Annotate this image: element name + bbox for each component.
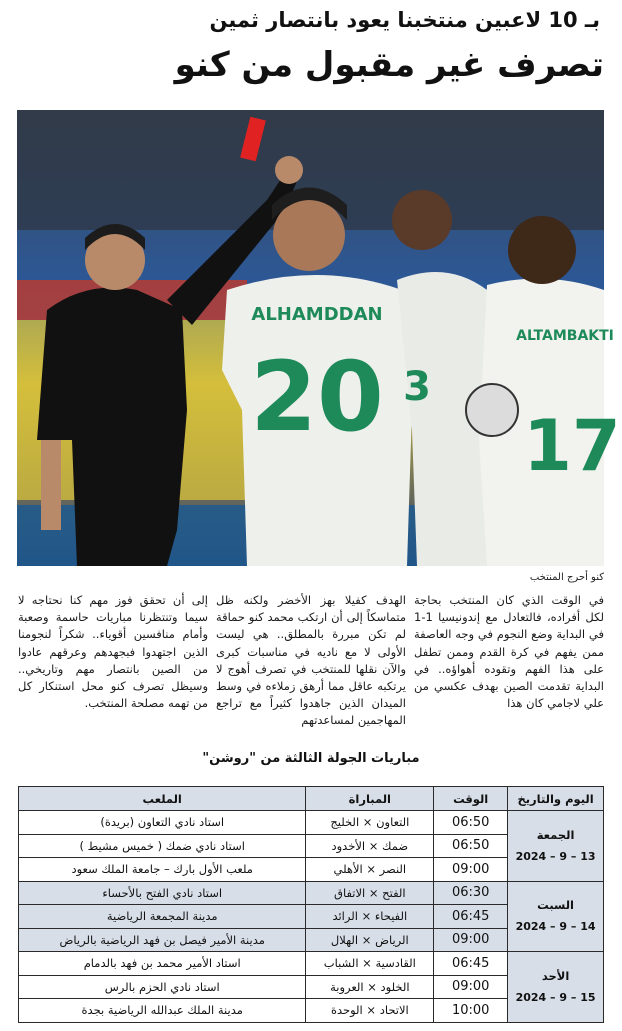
day-date: 14 – 9 – 2024	[515, 920, 596, 934]
day-name: الجمعة	[536, 827, 575, 842]
jersey-name-left: ALHAMDDAN	[251, 304, 383, 325]
article-column-2: الهدف كفيلا بهز الأخضر ولكنه ظل متماسكاً إلى أن ارتكب محمد كنو حماقة لم تكن مبررة بالمطلق.. هي ليست الأولى لا مع ناديه في مناسبات كبرى والآن نقلها للمنتخب في تصرف أهوج لا يرتكبه عاقل مما أرهق زملاءه في وسط الميدان الذين جاهدوا كثيراً مع تراجع المهاجمين لمساعدتهم	[216, 593, 406, 728]
match-venue: استاد نادي التعاون (بريدة)	[19, 811, 306, 835]
jersey-number-20: 20	[250, 341, 384, 453]
day-date: 15 – 9 – 2024	[515, 990, 596, 1004]
ball-icon	[466, 384, 518, 436]
match-time: 06:45	[434, 905, 508, 929]
article-column-1: في الوقت الذي كان المنتخب بحاجة لكل أفراده، فالتعادل مع إندونيسيا 1-1 في البداية وضع النجوم في وجه العاصفة ممن يفهم في كرة القدم وممن تطفل على هذا الفهم وتقوده أهواؤه.. في البداية تقدمت الصين بهدف عكسي من علي لاجامي كان هذا	[414, 593, 604, 711]
schedule-table	[18, 786, 604, 1023]
match-teams: النصر × الأهلي	[306, 858, 434, 882]
match-time: 06:50	[434, 834, 508, 858]
match-teams: الفيحاء × الرائد	[306, 905, 434, 929]
match-teams: الفتح × الاتفاق	[306, 881, 434, 905]
header-venue: الملعب	[19, 787, 306, 811]
table-row	[19, 952, 604, 976]
match-venue: استاد نادي ضمك ( خميس مشيط )	[19, 834, 306, 858]
match-teams: الرياض × الهلال	[306, 928, 434, 952]
match-venue: استاد نادي الفتح بالأحساء	[19, 881, 306, 905]
photo-caption: كنو أحرج المنتخب	[529, 572, 604, 583]
table-row	[19, 811, 604, 835]
match-photo-illustration	[17, 110, 621, 566]
day-name: الأحد	[541, 968, 570, 983]
match-teams: التعاون × الخليج	[306, 811, 434, 835]
match-teams: ضمك × الأخدود	[306, 834, 434, 858]
match-time: 09:00	[434, 858, 508, 882]
day-cell	[508, 952, 604, 1023]
match-time: 06:50	[434, 811, 508, 835]
header-time: الوقت	[434, 787, 508, 811]
day-cell	[508, 881, 604, 952]
match-venue: مدينة المجمعة الرياضية	[19, 905, 306, 929]
jersey-number-3: 3	[403, 364, 431, 410]
schedule-header-row	[19, 787, 604, 811]
day-date: 13 – 9 – 2024	[515, 849, 596, 863]
match-teams: القادسية × الشباب	[306, 952, 434, 976]
table-row	[19, 881, 604, 905]
article-headline: تصرف غير مقبول من كنو	[174, 45, 604, 85]
header-day: اليوم والتاريخ	[508, 787, 604, 811]
match-venue: استاد نادي الحزم بالرس	[19, 975, 306, 999]
article-column-3: إلى أن تحقق فوز مهم كنا نحتاجه لا سيما وتنتظرنا مباريات حاسمة وصعبة وأمام منافسين أقوياء.. شكراً لنجومنا الذين اجتهدوا فبجهدهم وعرقهم عادوا من الصين بانتصار مهم وتاريخي.. وسيظل تصرف كنو محل استنكار كل من تهمه مصلحة المنتخب.	[18, 593, 208, 711]
day-cell	[508, 811, 604, 882]
match-time: 09:00	[434, 975, 508, 999]
match-venue: استاد الأمير محمد بن فهد بالدمام	[19, 952, 306, 976]
match-time: 09:00	[434, 928, 508, 952]
day-name: السبت	[537, 898, 574, 913]
match-time: 06:30	[434, 881, 508, 905]
jersey-number-17: 17	[523, 405, 621, 487]
article-kicker: بـ 10 لاعبين منتخبنا يعود بانتصار ثمين	[209, 8, 600, 32]
match-time: 06:45	[434, 952, 508, 976]
match-venue: ملعب الأول بارك – جامعة الملك سعود	[19, 858, 306, 882]
schedule-title: مباريات الجولة الثالثة من "روشن"	[202, 751, 420, 766]
match-teams: الخلود × العروبة	[306, 975, 434, 999]
match-time: 10:00	[434, 999, 508, 1023]
match-teams: الاتحاد × الوحدة	[306, 999, 434, 1023]
jersey-name-right: ALTAMBAKTI	[516, 328, 614, 344]
article-photo	[17, 110, 621, 566]
header-match: المباراة	[306, 787, 434, 811]
match-venue: مدينة الملك عبدالله الرياضية بجدة	[19, 999, 306, 1023]
match-venue: مدينة الأمير فيصل بن فهد الرياضية بالرياض	[19, 928, 306, 952]
